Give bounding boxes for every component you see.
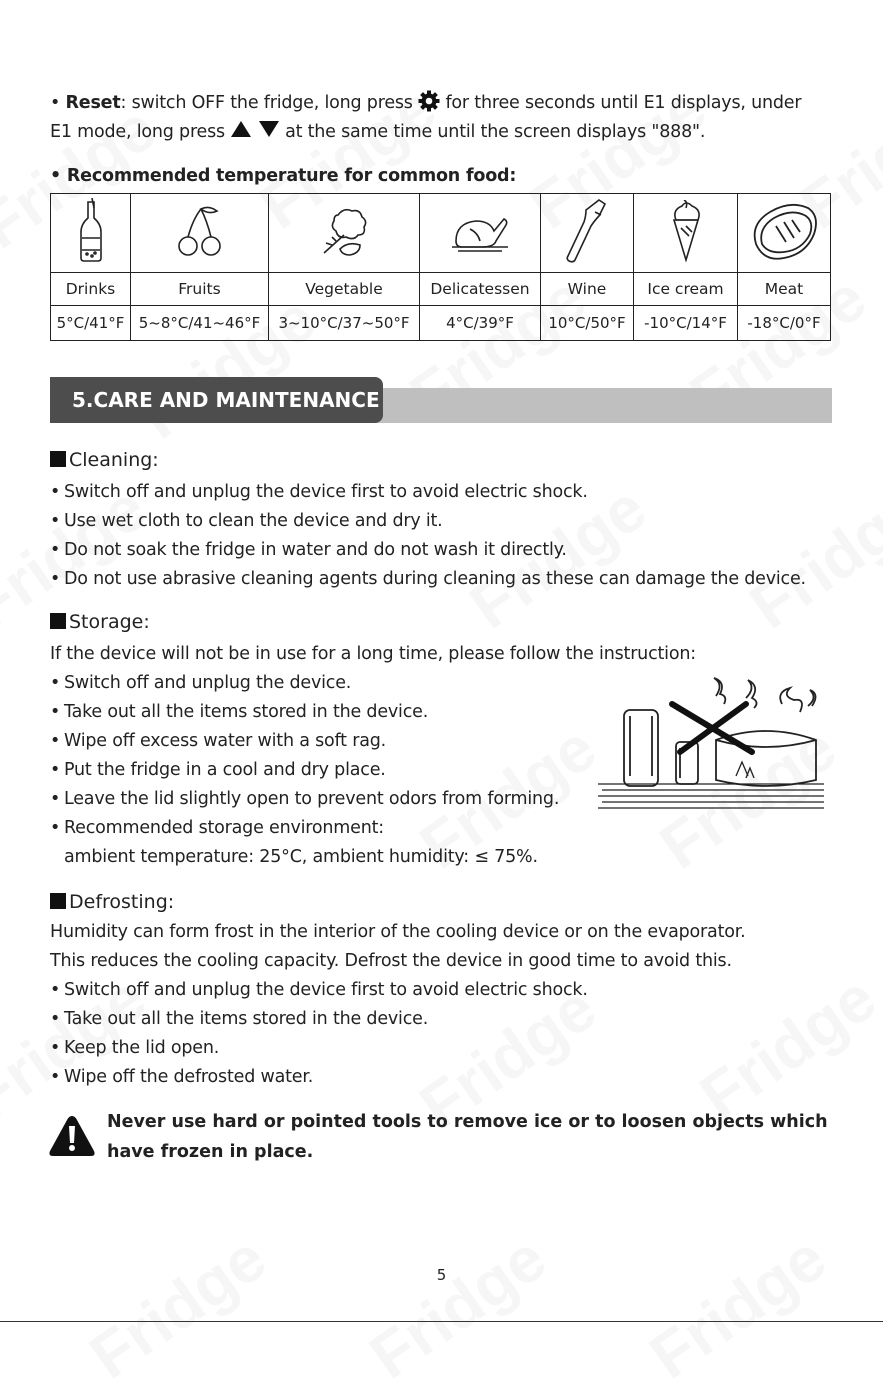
- table-cell: [738, 194, 831, 273]
- wine-bottle-icon: [565, 198, 609, 264]
- watermark: [736, 471, 883, 644]
- bottom-rule: [0, 1321, 883, 1322]
- watermark: [356, 1221, 559, 1393]
- table-cell: -18°C/0°F: [738, 306, 831, 341]
- table-cell: [541, 194, 634, 273]
- table-cell: -10°C/14°F: [634, 306, 738, 341]
- table-cell: Ice cream: [634, 273, 738, 306]
- defrosting-paragraph-line: This reduces the cooling capacity. Defrost the device in good time to avoid this.: [50, 951, 732, 971]
- table-cell: [420, 194, 541, 273]
- table-cell: 10°C/50°F: [541, 306, 634, 341]
- defrosting-heading: Defrosting:: [50, 890, 174, 914]
- defrosting-paragraph-line: Humidity can form frost in the interior of the cooling device or on the evaporator.: [50, 922, 746, 942]
- table-cell: [269, 194, 420, 273]
- table-cell: [131, 194, 269, 273]
- bottle-icon: [76, 198, 106, 264]
- storage-environment: ambient temperature: 25°C, ambient humidity: ≤ 75%.: [64, 847, 538, 867]
- list-item: • Wipe off the defrosted water.: [50, 1067, 314, 1087]
- watermark: [636, 1221, 839, 1393]
- table-cell: Wine: [541, 273, 634, 306]
- cherries-icon: [175, 203, 225, 259]
- table-cell: 5°C/41°F: [51, 306, 131, 341]
- square-bullet-icon: [50, 893, 66, 909]
- table-cell: 4°C/39°F: [420, 306, 541, 341]
- reset-line-2: E1 mode, long press at the same time until the screen displays "888".: [50, 122, 706, 142]
- list-item: • Switch off and unplug the device first to avoid electric shock.: [50, 980, 588, 1000]
- square-bullet-icon: [50, 613, 66, 629]
- table-row: [51, 273, 831, 306]
- reset-line-1: • Reset: switch OFF the fridge, long press for three seconds until E1 displays, under: [50, 90, 801, 114]
- no-odor-food-illustration: [596, 676, 828, 810]
- list-item: • Switch off and unplug the device first to avoid electric shock.: [50, 482, 588, 502]
- warning-icon: [48, 1114, 96, 1158]
- list-item: • Switch off and unplug the device.: [50, 673, 352, 693]
- warning-line-2: have frozen in place.: [107, 1142, 314, 1162]
- list-item: • Leave the lid slightly open to prevent odors from forming.: [50, 789, 560, 809]
- list-item: • Take out all the items stored in the device.: [50, 702, 429, 722]
- warning-line-1: Never use hard or pointed tools to remove ice or to loosen objects which: [107, 1112, 828, 1132]
- down-arrow-icon: [258, 120, 280, 138]
- list-item: • Take out all the items stored in the device.: [50, 1009, 429, 1029]
- reset-label: Reset: [65, 93, 121, 113]
- page-number: 5: [436, 1266, 447, 1284]
- watermark: [76, 1221, 279, 1393]
- table-cell: Vegetable: [269, 273, 420, 306]
- storage-intro: If the device will not be in use for a long time, please follow the instruction:: [50, 644, 696, 664]
- storage-heading: Storage:: [50, 610, 150, 634]
- food-temperature-table: [50, 193, 831, 341]
- list-item: • Wipe off excess water with a soft rag.: [50, 731, 386, 751]
- vegetable-icon: [316, 205, 372, 257]
- list-item: • Put the fridge in a cool and dry place.: [50, 760, 386, 780]
- table-cell: [51, 194, 131, 273]
- section-banner: [50, 377, 832, 423]
- meat-icon: [748, 200, 820, 262]
- table-row: [51, 306, 831, 341]
- table-row: [51, 194, 831, 273]
- cleaning-heading: Cleaning:: [50, 448, 159, 472]
- gear-icon: [418, 90, 440, 112]
- ice-cream-icon: [668, 200, 704, 262]
- list-item: • Use wet cloth to clean the device and dry it.: [50, 511, 443, 531]
- table-cell: 5~8°C/41~46°F: [131, 306, 269, 341]
- square-bullet-icon: [50, 451, 66, 467]
- table-cell: Fruits: [131, 273, 269, 306]
- list-item: • Do not soak the fridge in water and do not wash it directly.: [50, 540, 567, 560]
- roast-chicken-icon: [450, 207, 510, 255]
- table-cell: Delicatessen: [420, 273, 541, 306]
- recommended-heading: • Recommended temperature for common food:: [50, 166, 517, 186]
- table-cell: [634, 194, 738, 273]
- list-item: • Keep the lid open.: [50, 1038, 220, 1058]
- list-item: • Do not use abrasive cleaning agents during cleaning as these can damage the device.: [50, 569, 806, 589]
- table-cell: 3~10°C/37~50°F: [269, 306, 420, 341]
- up-arrow-icon: [230, 120, 252, 138]
- list-item: • Recommended storage environment:: [50, 818, 384, 838]
- section-title: 5.CARE AND MAINTENANCE: [50, 377, 383, 423]
- table-cell: Meat: [738, 273, 831, 306]
- table-cell: Drinks: [51, 273, 131, 306]
